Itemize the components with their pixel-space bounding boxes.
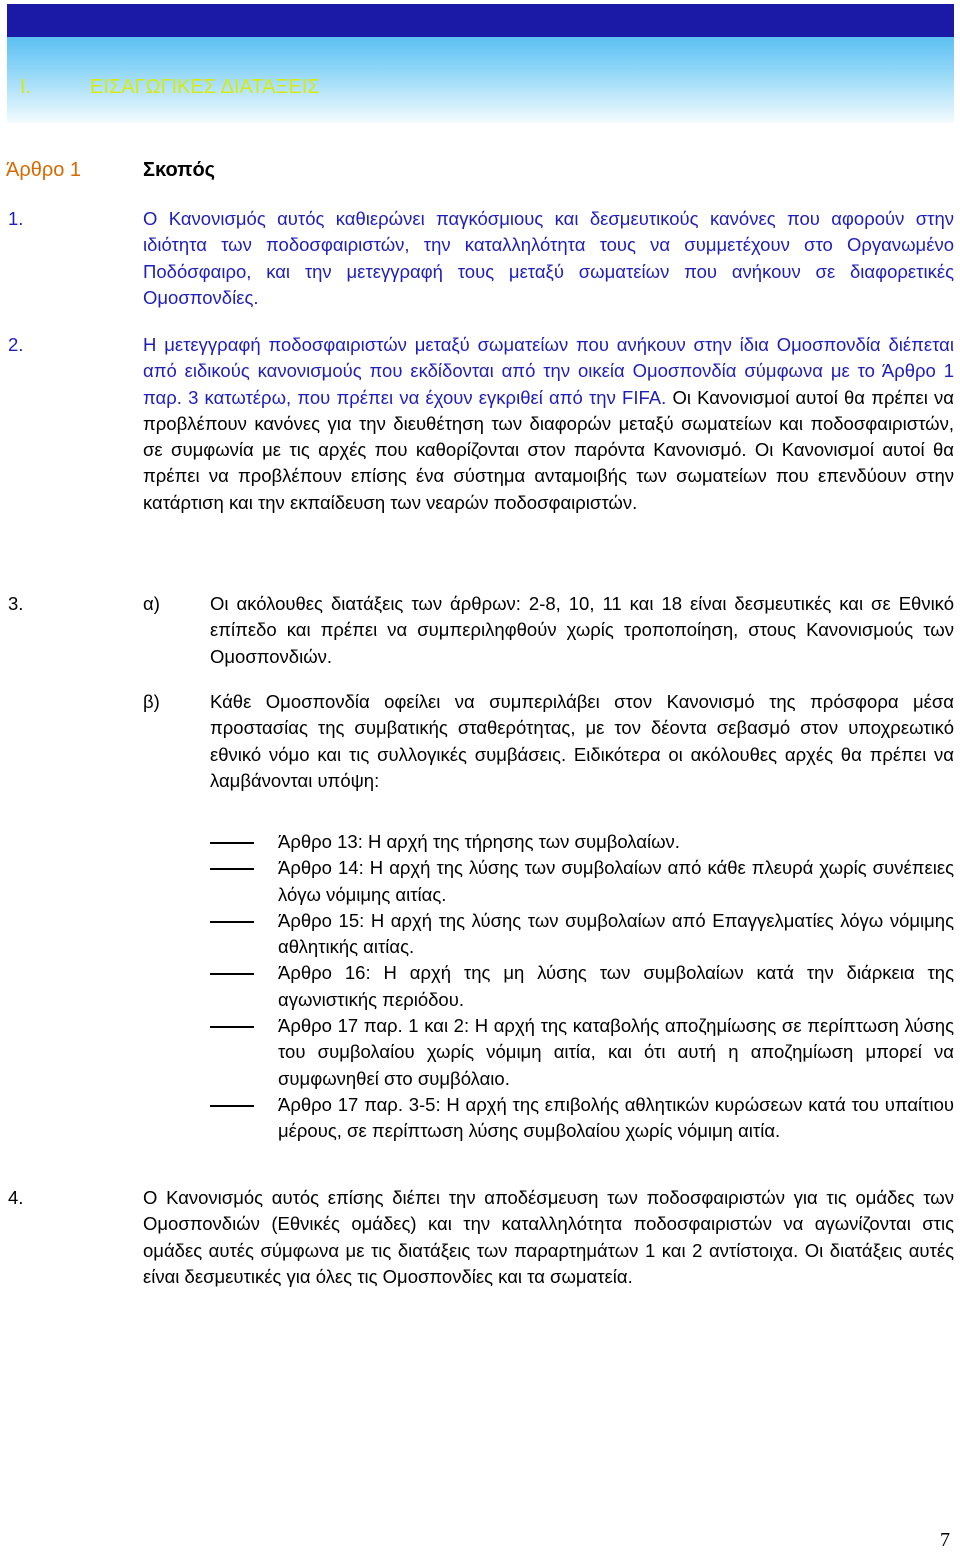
list-item: Άρθρο 17 παρ. 1 και 2: Η αρχή της καταβολής αποζημίωσης σε περίπτωση λύσης του συμβολαίου χωρίς νόμιμη αιτία, και ότι αυτή η αποζημίωση μπορεί να συμφωνηθεί στο συμβόλαιο. bbox=[210, 1013, 954, 1092]
list-item: Άρθρο 15: Η αρχή της λύσης των συμβολαίων από Επαγγελματίες λόγω νόμιμης αθλητικής αιτίας. bbox=[210, 908, 954, 961]
paragraph-1-number: 1. bbox=[8, 208, 24, 229]
section-number: I. bbox=[20, 76, 32, 98]
dash-bullet-icon bbox=[210, 973, 254, 975]
paragraph-1-text: Ο Κανονισμός αυτός καθιερώνει παγκόσμιους και δεσμευτικούς κανόνες που αφορούν στην ιδιότητα των ποδοσφαιριστών, την καταλληλότητα τους να συμμετέχουν στο Οργανωμένο Ποδόσφαιρο, και την μετεγγραφή τους μεταξύ σωματείων που ανήκουν σε διαφορετικές Ομοσπονδίες. bbox=[143, 208, 954, 308]
paragraph-2-number: 2. bbox=[8, 334, 24, 355]
article-list bbox=[210, 829, 954, 1145]
header-top-bar bbox=[7, 4, 954, 37]
paragraph-2-text bbox=[143, 332, 954, 516]
list-item: Άρθρο 16: Η αρχή της μη λύσης των συμβολαίων κατά την διάρκεια της αγωνιστικής περιόδου. bbox=[210, 960, 954, 1013]
paragraph-3-number: 3. bbox=[8, 593, 24, 614]
dash-bullet-icon bbox=[210, 868, 254, 870]
paragraph-2-text-b: Οι Κανονισμοί αυτοί θα πρέπει να προβλέπουν κανόνες για την διευθέτηση των διαφορών μεταξύ σωματείων και ποδοσφαιριστών, σε συμφωνία με τις αρχές που καθορίζονται στον παρόντα Κανονισμό. Οι Κανονισμοί αυτοί θα πρέπει να προβλέπουν επίσης ένα σύστημα ανταμοιβής των σωματείων που επενδύουν στην κατάρτιση και την εκπαίδευση των νεαρών ποδοσφαιριστών. bbox=[143, 386, 954, 513]
page-number: 7 bbox=[940, 1529, 950, 1551]
paragraph-3a-text: Οι ακόλουθες διατάξεις των άρθρων: 2-8, 10, 11 και 18 είναι δεσμευτικές και σε Εθνικό επίπεδο και πρέπει να συμπεριληφθούν χωρίς τροποποίηση, στους Κανονισμούς των Ομοσπονδιών. bbox=[210, 593, 954, 667]
paragraph-3b-text: Κάθε Ομοσπονδία οφείλει να συμπεριλάβει στον Κανονισμό της πρόσφορα μέσα προστασίας της συμβατικής σταθερότητας, με τον δέοντα σεβασμό στον υποχρεωτικό εθνικό νόμο και τις συλλογικές συμβάσεις. Ειδικότερα οι ακόλουθες αρχές θα πρέπει να λαμβάνονται υπόψη: bbox=[210, 691, 954, 791]
paragraph-4-text: Ο Κανονισμός αυτός επίσης διέπει την αποδέσμευση των ποδοσφαιριστών για τις ομάδες των Ομοσπονδιών (Εθνικές ομάδες) και την καταλληλότητα ποδοσφαιριστών να αγωνίζονται στις ομάδες αυτές σύμφωνα με τις διατάξεις των παραρτημάτων 1 και 2 αντίστοιχα. Οι διατάξεις αυτές είναι δεσμευτικές για όλες τις Ομοσπονδίες και τα σωματεία. bbox=[143, 1187, 954, 1287]
dash-bullet-icon bbox=[210, 1026, 254, 1028]
list-item: Άρθρο 17 παρ. 3-5: Η αρχή της επιβολής αθλητικών κυρώσεων κατά του υπαίτιου μέρους, σε περίπτωση λύσης συμβολαίου χωρίς νόμιμη αιτία. bbox=[210, 1092, 954, 1145]
paragraph-3a-label: α) bbox=[143, 593, 160, 614]
list-item: Άρθρο 13: Η αρχή της τήρησης των συμβολαίων. bbox=[210, 829, 954, 855]
paragraph-4-number: 4. bbox=[8, 1187, 24, 1208]
article-number: 1 bbox=[69, 159, 82, 181]
article-heading bbox=[6, 159, 81, 182]
dash-bullet-icon bbox=[210, 842, 254, 844]
dash-bullet-icon bbox=[210, 921, 254, 923]
section-title: ΕΙΣΑΓΩΓΙΚΕΣ ΔΙΑΤΑΞΕΙΣ bbox=[90, 76, 320, 98]
article-title: Σκοπός bbox=[143, 159, 216, 181]
dash-bullet-icon bbox=[210, 1105, 254, 1107]
paragraph-3b-label: β) bbox=[143, 691, 160, 712]
article-label: Άρθρο bbox=[6, 159, 65, 181]
list-item: Άρθρο 14: Η αρχή της λύσης των συμβολαίων από κάθε πλευρά χωρίς συνέπειες λόγω νόμιμης αιτίας. bbox=[210, 855, 954, 908]
paragraph-2-text-a: Η μετεγγραφή ποδοσφαιριστών μεταξύ σωματείων που ανήκουν στην ίδια Ομοσπονδία διέπεται από ειδικούς κανονισμούς που εκδίδονται από την οικεία Ομοσπονδία σύμφωνα με το Άρθρο 1 παρ. 3 κατωτέρω, που πρέπει να έχουν εγκριθεί από την FIFA. bbox=[143, 334, 954, 408]
